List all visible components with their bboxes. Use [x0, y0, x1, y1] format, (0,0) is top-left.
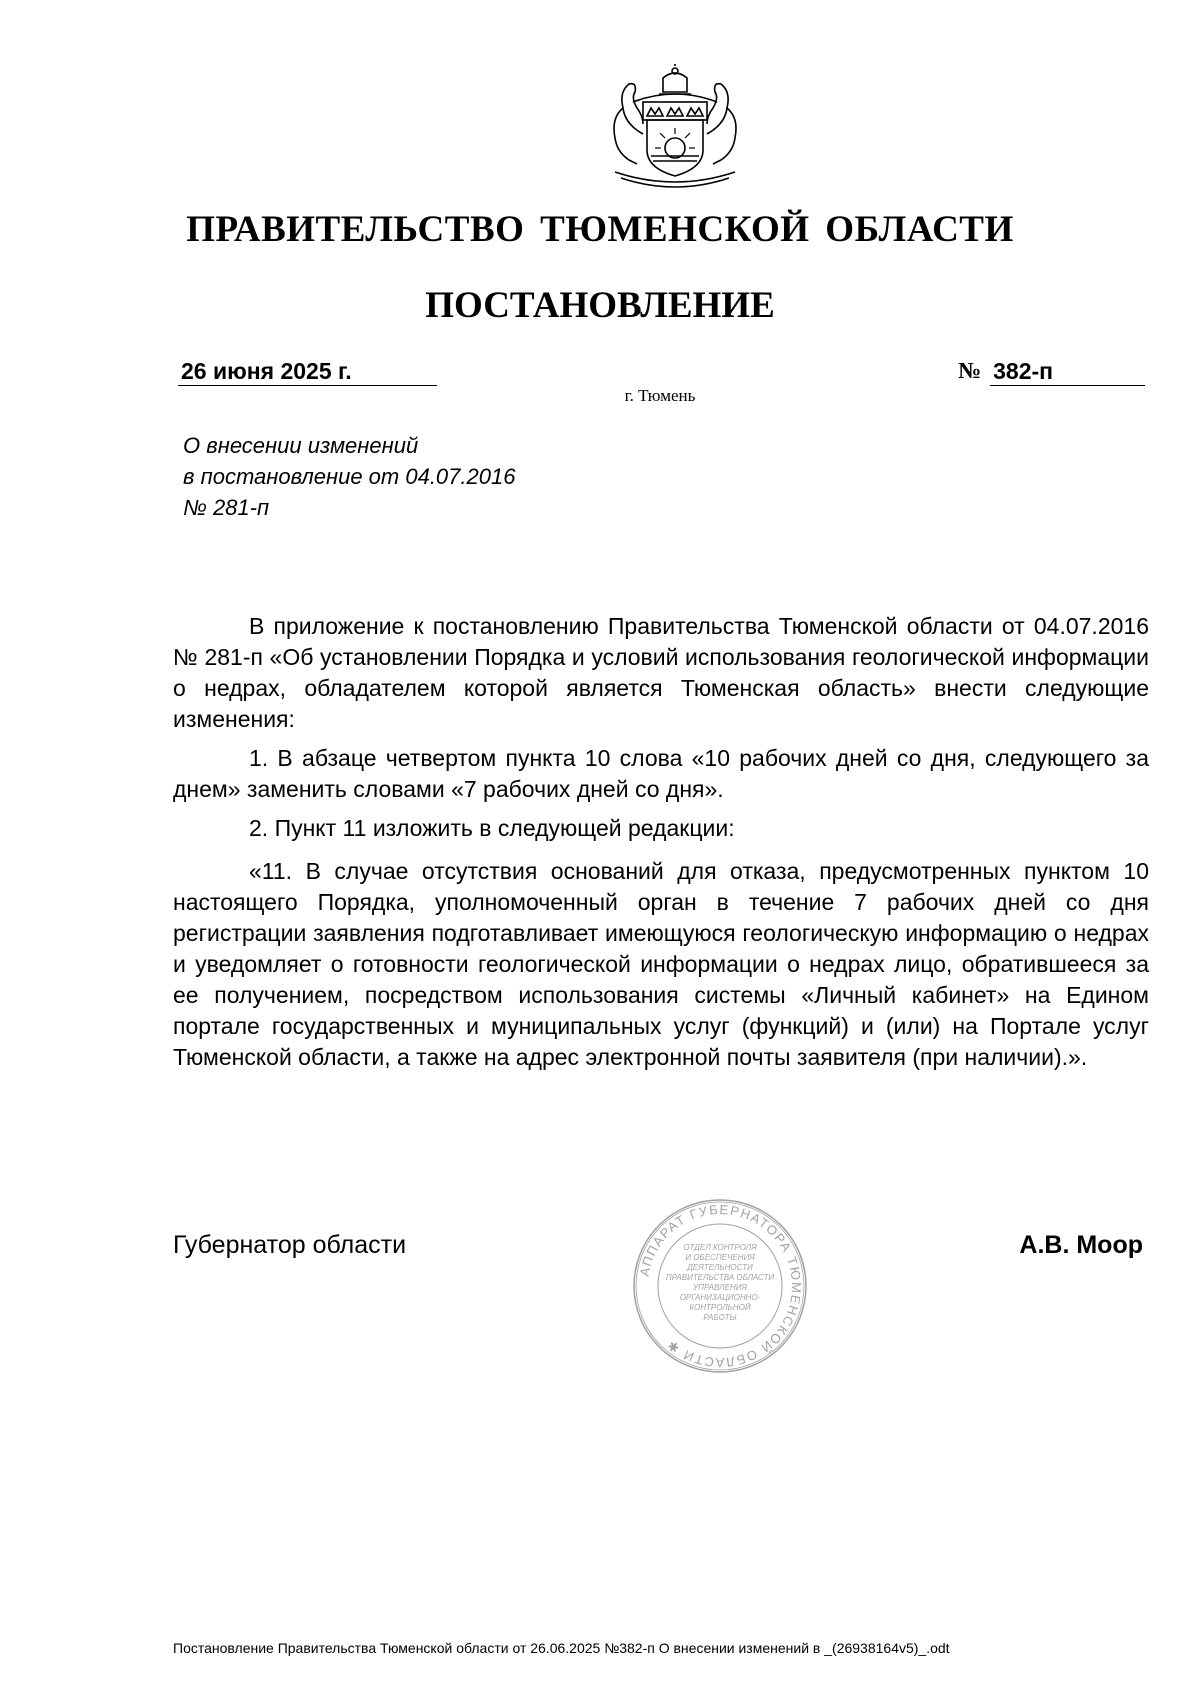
signer-title: Губернатор области — [173, 1231, 407, 1259]
number-sign: № — [958, 358, 982, 383]
subject-line: О внесении изменений — [183, 433, 419, 458]
document-type-title: ПОСТАНОВЛЕНИЕ — [425, 285, 775, 326]
document-number-group — [958, 357, 1145, 386]
svg-text:РАБОТЫ: РАБОТЫ — [703, 1313, 737, 1322]
svg-text:УПРАВЛЕНИЯ: УПРАВЛЕНИЯ — [693, 1283, 747, 1292]
organization-title: ПРАВИТЕЛЬСТВО ТЮМЕНСКОЙ ОБЛАСТИ — [186, 209, 1014, 250]
subject-line: в постановление от 04.07.2016 — [183, 464, 516, 489]
svg-text:ОРГАНИЗАЦИОННО-: ОРГАНИЗАЦИОННО- — [679, 1293, 761, 1302]
document-body — [173, 611, 1149, 1081]
official-seal-icon — [630, 1196, 810, 1376]
coat-of-arms-icon — [585, 64, 765, 189]
body-paragraph: В приложение к постановлению Правительства Тюменской области от 04.07.2016 № 281-п «Об установлении Порядка и условий использования геологической информации о недрах, обладателем которой является Тюменская область» внести следующие изменения: — [173, 613, 1149, 732]
body-paragraph: 2. Пункт 11 изложить в следующей редакции: — [249, 815, 735, 841]
body-paragraph: 1. В абзаце четвертом пункта 10 слова «10 рабочих дней со дня, следующего за днем» заменить словами «7 рабочих дней со дня». — [173, 745, 1149, 802]
subject-line: № 281-п — [183, 495, 270, 520]
document-city: г. Тюмень — [624, 386, 696, 405]
svg-text:ДЕЯТЕЛЬНОСТИ: ДЕЯТЕЛЬНОСТИ — [687, 1263, 753, 1272]
svg-text:ОТДЕЛ КОНТРОЛЯ: ОТДЕЛ КОНТРОЛЯ — [683, 1243, 757, 1252]
document-date: 26 июня 2025 г. — [178, 357, 437, 386]
document-footer: Постановление Правительства Тюменской области от 26.06.2025 №382-п О внесении изменений в _(26938164v5)_.odt — [173, 1640, 950, 1656]
document-number: 382-п — [990, 357, 1145, 386]
svg-text:КОНТРОЛЬНОЙ: КОНТРОЛЬНОЙ — [689, 1303, 751, 1312]
body-paragraph: «11. В случае отсутствия оснований для отказа, предусмотренных пунктом 10 настоящего Порядка, уполномоченный орган в течение 7 рабочих дней со дня регистрации заявления подготавливает имеющуюся геологическую информацию о недрах и уведомляет о готовности геологической информации о недрах лицо, обратившееся за ее получением, посредством использования системы «Личный кабинет» на Едином портале государственных и муниципальных услуг (функций) и (или) на Портале услуг Тюменской области, а также на адрес электронной почты заявителя (при наличии).». — [173, 858, 1149, 1070]
signer-name: А.В. Моор — [1019, 1231, 1143, 1259]
document-subject — [183, 430, 515, 523]
svg-text:ПРАВИТЕЛЬСТВА ОБЛАСТИ: ПРАВИТЕЛЬСТВА ОБЛАСТИ — [665, 1273, 775, 1282]
svg-text:И ОБЕСПЕЧЕНИЯ: И ОБЕСПЕЧЕНИЯ — [685, 1253, 755, 1262]
svg-text:АППАРАТ ГУБЕРНАТОРА ТЮМЕНСКОЙ: АППАРАТ ГУБЕРНАТОРА ТЮМЕНСКОЙ ОБЛАСТИ ✱ — [636, 1201, 805, 1371]
